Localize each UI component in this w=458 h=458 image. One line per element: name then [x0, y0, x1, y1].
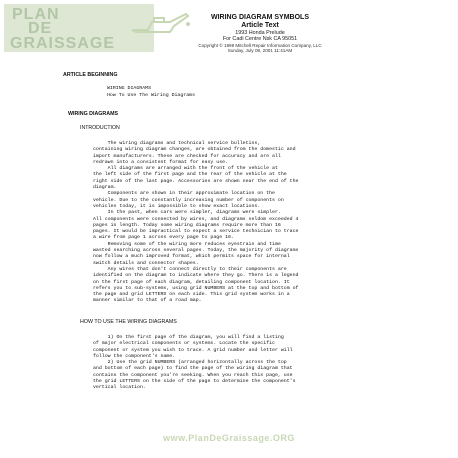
- document-header: [150, 14, 370, 53]
- page-title: WIRING DIAGRAM SYMBOLS: [211, 14, 309, 21]
- copyright-line: Copyright © 1998 Mitchell Repair Information Company, LLC: [198, 42, 322, 48]
- section-heading-wiring-diagrams: WIRING DIAGRAMS: [68, 111, 119, 117]
- text-line: and bottom of each page) to find the page of the wiring diagram that: [93, 366, 293, 372]
- text-line: All diagrams are arranged with the front of the vehicle at: [93, 166, 278, 172]
- text-line: All components were connected by wires, and diagrams seldom exceeded 4: [93, 216, 299, 222]
- text-line: contains the component you're seeking. When you reach this page, use: [93, 372, 293, 378]
- text-line: the left side of the first page and the rear of the vehicle at the: [93, 172, 287, 178]
- text-line: the page and grid LETTERS on each side. This grid system works in a: [93, 292, 290, 298]
- article-beginning-heading: ARTICLE BEGINNING: [63, 72, 118, 78]
- page-subtitle: Article Text: [241, 22, 279, 30]
- text-line: Any wires that don't connect directly to their components are: [93, 266, 287, 272]
- text-line: pages. It would be impractical to expect a service technician to trace: [93, 229, 299, 235]
- text-line: the grid LETTERS on the side of the page to determine the component's: [93, 379, 296, 385]
- text-line: vertical location.: [93, 385, 146, 391]
- text-line: on the first page of each diagram, detailing component location. It: [93, 279, 290, 285]
- text-line: 1) On the first page of the diagram, you will find a listing: [93, 335, 284, 340]
- text-line: component or system you wish to trace. A grid number and letter will: [93, 347, 293, 353]
- vehicle-line: 1993 Honda Prelude: [235, 30, 285, 37]
- text-line: wasted searching across several pages. Today, the majority of diagrams: [93, 248, 299, 254]
- logo-line-2: DE: [28, 20, 53, 37]
- text-line: In the past, when cars were simpler, diagrams were simpler.: [93, 210, 281, 216]
- text-line: pages in length. Today some wiring diagrams require more than 16: [93, 222, 281, 228]
- text-line: vehicle. Due to the constantly increasing number of components on: [93, 197, 284, 203]
- text-line: vehicles today, it is impossible to show exact locations.: [93, 203, 261, 209]
- howto-paragraphs: [93, 335, 423, 392]
- text-line: import manufacturers. These are checked for accuracy and are all: [93, 153, 281, 159]
- text-line: Removing some of the wiring more reduces eyestrain and time: [93, 241, 281, 247]
- text-line: The wiring diagrams and technical service bulletins,: [93, 141, 261, 146]
- text-line: manner similar to that of a road map.: [93, 298, 202, 304]
- text-line: 2) Use the grid NUMBERS (arranged horizontally across the top: [93, 360, 287, 366]
- toc-item-2: How To Use The Wiring Diagrams: [107, 93, 196, 98]
- text-line: diagram.: [93, 185, 117, 191]
- text-line: redrawn into a consistent format for easy use.: [93, 159, 229, 165]
- toc-item-1: WIRING DIAGRAMS: [107, 86, 152, 91]
- text-line: switch details and connector shapes.: [93, 260, 199, 266]
- text-line: refers you to sub-systems, using grid NUMBERS at the top and bottom of: [93, 285, 299, 291]
- dealer-line: For Cadi Centre Nsk CA 95051: [222, 36, 298, 43]
- text-line: a wire from page 1 across every page to page 16.: [93, 235, 234, 241]
- text-line: of major electrical components or systems. Locate the specific: [93, 341, 275, 347]
- text-line: follow the component's name.: [93, 353, 176, 359]
- date-line: Sunday, July 08, 2001 11:41AM: [227, 47, 293, 53]
- logo-line-3: GRAISSAGE: [10, 35, 116, 52]
- logo-line-1: PLAN: [12, 6, 60, 23]
- footer-watermark: www.PlanDeGraissage.ORG: [163, 433, 295, 443]
- watermark-logo: [4, 4, 164, 56]
- text-line: now follow a much improved format, which permits space for internal: [93, 254, 290, 260]
- text-line: right side of the last page. Accessories are shown near the end of the: [93, 178, 299, 184]
- text-line: Components are shown in their approximate location on the: [93, 191, 275, 197]
- subheading-introduction: INTRODUCTION: [80, 125, 120, 131]
- section-heading-how-to: HOW TO USE THE WIRING DIAGRAMS: [80, 319, 177, 325]
- intro-paragraphs: [93, 141, 423, 305]
- text-line: containing wiring diagram changes, are obtained from the domestic and: [93, 147, 296, 153]
- text-line: identified on the diagram to indicate where they go. There is a legend: [93, 273, 299, 279]
